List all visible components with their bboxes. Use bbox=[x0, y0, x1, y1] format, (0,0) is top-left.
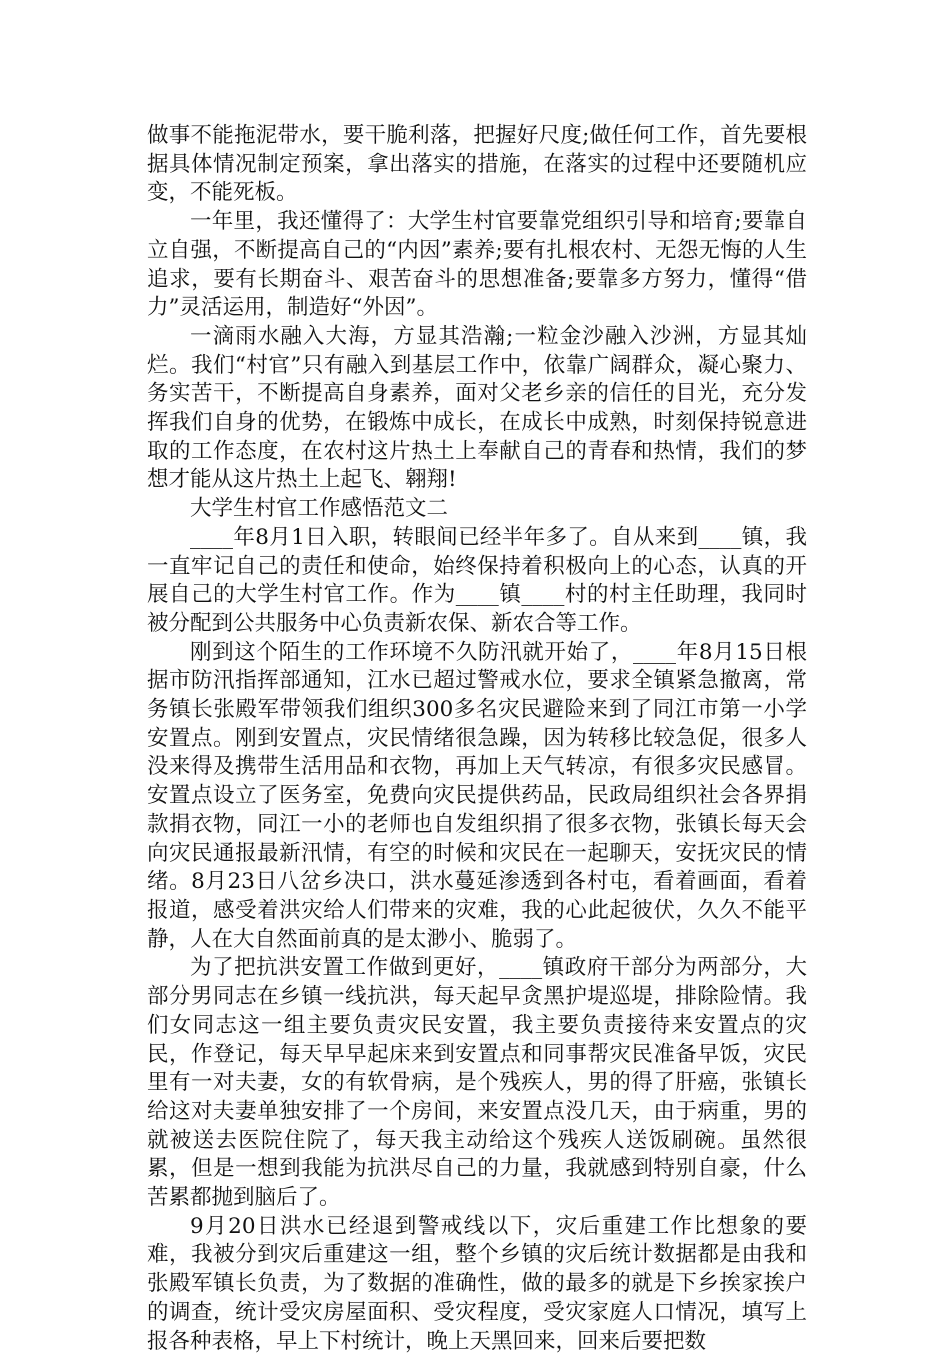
section-heading: 大学生村官工作感悟范文二 bbox=[190, 496, 449, 522]
paragraph-resettlement: 为了把抗洪安置工作做到更好，____镇政府干部分为两部分，大部分男同志在乡镇一线抗洪，每天起早贪黑护堤巡堤，排除险情。我们女同志这一组主要负责灾民安置，我主要负责接待来安置点的灾民，作登记，每天早早起床来到安置点和同事帮灾民准备早饭，灾民里有一对夫妻，女的有软骨病，是个残疾人，男的得了肝癌，张镇长给这对夫妻单独安排了一个房间，来安置点没几天，由于病重，男的就被送去医院住院了，每天我主动给这个残疾人送饭刷碗。虽然很累，但是一想到我能为抗洪尽自己的力量，我就感到特别自豪，什么苦累都抛到脑后了。 bbox=[147, 955, 807, 1211]
paragraph-reconstruction: 9月20日洪水已经退到警戒线以下，灾后重建工作比想象的要难，我被分到灾后重建这一组，整个乡镇的灾后统计数据都是由我和张殿军镇长负责，为了数据的准确性，做的最多的就是下乡挨家挨户的调查，统计受灾房屋面积、受灾程度，受灾家庭人口情况，填写上报各种表格，早上下村统计，晚上天黑回来，回来后要把数 bbox=[147, 1213, 807, 1354]
paragraph-continuation: 做事不能拖泥带水，要干脆利落，把握好尺度;做任何工作，首先要根据具体情况制定预案，拿出落实的措施，在落实的过程中还要随机应变，不能死板。 bbox=[147, 123, 807, 206]
paragraph-lessons: 一年里，我还懂得了：大学生村官要靠党组织引导和培育;要靠自立自强，不断提高自己的“内因”素养;要有扎根农村、无怨无悔的人生追求，要有长期奋斗、艰苦奋斗的思想准备;要靠多方努力，懂得“借力”灵活运用，制造好“外因”。 bbox=[147, 209, 807, 321]
paragraph-metaphor: 一滴雨水融入大海，方显其浩瀚;一粒金沙融入沙洲，方显其灿烂。我们“村官”只有融入到基层工作中，依靠广阔群众，凝心聚力、务实苦干，不断提高自身素养，面对父老乡亲的信任的目光，充分发挥我们自身的优势，在锻炼中成长，在成长中成熟，时刻保持锐意进取的工作态度，在农村这片热土上奉献自己的青春和热情，我们的梦想才能从这片热土上起飞、翱翔! bbox=[147, 323, 807, 493]
paragraph-intro: ____年8月1日入职，转眼间已经半年多了。自从来到____镇，我一直牢记自己的责任和使命，始终保持着积极向上的心态，认真的开展自己的大学生村官工作。作为____镇____村的村主任助理，我同时被分配到公共服务中心负责新农保、新农合等工作。 bbox=[147, 524, 807, 636]
paragraph-flood: 刚到这个陌生的工作环境不久防汛就开始了，____年8月15日根据市防汛指挥部通知，江水已超过警戒水位，要求全镇紧急撤离，常务镇长张殿军带领我们组织300多名灾民避险来到了同江市第一小学安置点。刚到安置点，灾民情绪很急躁，因为转移比较急促，很多人没来得及携带生活用品和衣物，再加上天气转凉，有很多灾民感冒。安置点设立了医务室，免费向灾民提供药品，民政局组织社会各界捐款捐衣物，同江一小的老师也自发组织捐了很多衣物，张镇长每天会向灾民通报最新汛情，有空的时候和灾民在一起聊天，安抚灾民的情绪。8月23日八岔乡决口，洪水蔓延渗透到各村屯，看着画面，看着报道，感受着洪灾给人们带来的灾难，我的心此起彼伏，久久不能平静，人在大自然面前真的是太渺小、脆弱了。 bbox=[147, 639, 807, 952]
document-page bbox=[147, 122, 807, 1356]
